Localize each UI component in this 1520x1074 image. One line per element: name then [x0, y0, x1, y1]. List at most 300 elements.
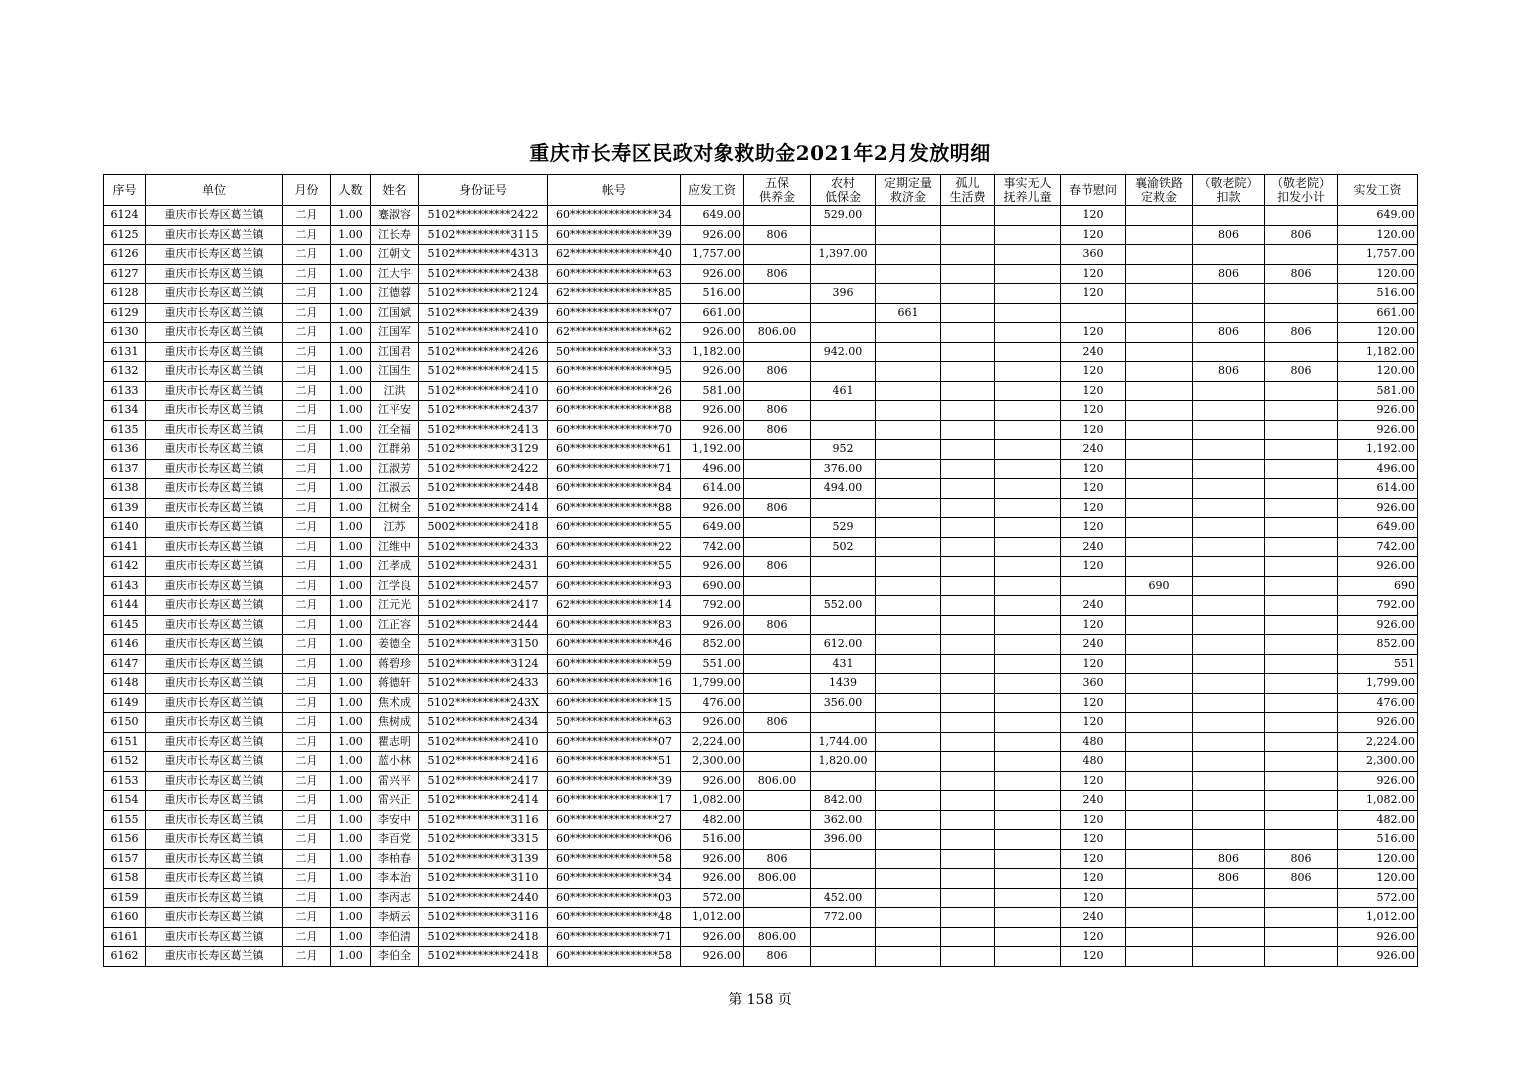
table-cell: 二月: [283, 284, 331, 304]
table-cell: 806: [1265, 323, 1338, 343]
table-cell: 二月: [283, 596, 331, 616]
table-cell: [1126, 420, 1193, 440]
table-cell: 1,192.00: [1338, 440, 1418, 460]
table-cell: [744, 245, 811, 265]
table-cell: 120: [1061, 284, 1126, 304]
table-cell: 江维中: [371, 537, 419, 557]
table-cell: 1.00: [331, 869, 371, 889]
table-cell: 120: [1061, 323, 1126, 343]
table-cell: [1193, 693, 1265, 713]
table-cell: [941, 927, 995, 947]
table-cell: [744, 381, 811, 401]
table-cell: [1126, 264, 1193, 284]
table-row: [104, 381, 1418, 401]
table-cell: 6155: [104, 810, 146, 830]
table-cell: 二月: [283, 791, 331, 811]
table-cell: [1265, 810, 1338, 830]
table-cell: 5102**********2410: [419, 323, 548, 343]
table-cell: 1,012.00: [681, 908, 744, 928]
table-row: [104, 596, 1418, 616]
table-cell: [941, 693, 995, 713]
table-cell: [1126, 654, 1193, 674]
table-cell: [995, 791, 1061, 811]
table-cell: 60****************71: [548, 459, 681, 479]
table-cell: 480: [1061, 732, 1126, 752]
table-cell: 重庆市长寿区葛兰镇: [146, 615, 283, 635]
table-cell: [1126, 245, 1193, 265]
table-cell: 240: [1061, 440, 1126, 460]
table-cell: [995, 264, 1061, 284]
table-cell: 120: [1061, 713, 1126, 733]
table-cell: 二月: [283, 225, 331, 245]
table-cell: [744, 596, 811, 616]
table-cell: 120: [1061, 381, 1126, 401]
table-cell: 2,224.00: [1338, 732, 1418, 752]
table-cell: 江国君: [371, 342, 419, 362]
table-cell: 二月: [283, 206, 331, 226]
table-cell: [1265, 342, 1338, 362]
table-row: [104, 908, 1418, 928]
table-cell: [1193, 206, 1265, 226]
table-cell: [876, 206, 941, 226]
table-cell: [744, 518, 811, 538]
table-cell: 926.00: [1338, 927, 1418, 947]
table-cell: 50****************63: [548, 713, 681, 733]
table-cell: [1126, 459, 1193, 479]
table-cell: [1126, 771, 1193, 791]
table-cell: [1126, 342, 1193, 362]
table-cell: [876, 927, 941, 947]
table-cell: 重庆市长寿区葛兰镇: [146, 771, 283, 791]
relief-payment-table: [103, 174, 1418, 967]
table-cell: [1193, 810, 1265, 830]
table-cell: [1193, 576, 1265, 596]
table-cell: 376.00: [811, 459, 876, 479]
table-cell: 5102**********2434: [419, 713, 548, 733]
table-cell: 蒋德轩: [371, 674, 419, 694]
table-cell: [811, 771, 876, 791]
table-cell: 661.00: [1338, 303, 1418, 323]
table-cell: 1.00: [331, 284, 371, 304]
table-cell: 690: [1338, 576, 1418, 596]
table-row: [104, 323, 1418, 343]
table-cell: [1265, 830, 1338, 850]
table-cell: [744, 342, 811, 362]
table-cell: 5102**********2414: [419, 498, 548, 518]
table-cell: 551.00: [681, 654, 744, 674]
table-cell: 60****************95: [548, 362, 681, 382]
table-cell: [995, 849, 1061, 869]
table-cell: 649.00: [681, 206, 744, 226]
table-cell: 60****************03: [548, 888, 681, 908]
table-cell: [876, 537, 941, 557]
table-cell: 江洪: [371, 381, 419, 401]
table-cell: 重庆市长寿区葛兰镇: [146, 323, 283, 343]
table-row: [104, 206, 1418, 226]
table-cell: 焦树成: [371, 713, 419, 733]
table-cell: 120: [1061, 771, 1126, 791]
table-cell: [811, 927, 876, 947]
table-cell: 江孝成: [371, 557, 419, 577]
table-cell: 6144: [104, 596, 146, 616]
table-cell: 649.00: [1338, 518, 1418, 538]
table-cell: [1126, 830, 1193, 850]
table-row: [104, 752, 1418, 772]
table-cell: 661.00: [681, 303, 744, 323]
table-cell: [1193, 245, 1265, 265]
table-cell: 120: [1061, 459, 1126, 479]
table-cell: 926.00: [1338, 557, 1418, 577]
table-cell: [1265, 752, 1338, 772]
table-cell: 742.00: [1338, 537, 1418, 557]
table-cell: [1126, 713, 1193, 733]
table-cell: 62****************85: [548, 284, 681, 304]
table-cell: 649.00: [1338, 206, 1418, 226]
table-cell: [941, 888, 995, 908]
table-row: [104, 498, 1418, 518]
table-cell: [1265, 284, 1338, 304]
table-cell: [1265, 888, 1338, 908]
table-cell: [876, 908, 941, 928]
table-cell: [995, 342, 1061, 362]
column-header: 单位: [146, 175, 283, 206]
column-header: 月份: [283, 175, 331, 206]
table-cell: 5102**********2433: [419, 537, 548, 557]
table-cell: 926.00: [681, 869, 744, 889]
table-cell: 1,182.00: [1338, 342, 1418, 362]
table-cell: 重庆市长寿区葛兰镇: [146, 947, 283, 967]
table-cell: [941, 810, 995, 830]
table-cell: 1.00: [331, 362, 371, 382]
table-cell: [744, 732, 811, 752]
table-cell: 494.00: [811, 479, 876, 499]
table-cell: 二月: [283, 479, 331, 499]
table-cell: 6141: [104, 537, 146, 557]
table-cell: [1193, 537, 1265, 557]
table-cell: 6129: [104, 303, 146, 323]
table-cell: 842.00: [811, 791, 876, 811]
table-cell: 江树全: [371, 498, 419, 518]
table-cell: [941, 576, 995, 596]
table-cell: [941, 771, 995, 791]
table-cell: 552.00: [811, 596, 876, 616]
table-cell: [1193, 888, 1265, 908]
table-cell: 806: [744, 849, 811, 869]
table-cell: 二月: [283, 908, 331, 928]
table-cell: [941, 479, 995, 499]
table-cell: 516.00: [681, 284, 744, 304]
table-cell: [1126, 674, 1193, 694]
table-cell: [1126, 323, 1193, 343]
table-row: [104, 342, 1418, 362]
table-cell: 二月: [283, 381, 331, 401]
table-cell: [941, 537, 995, 557]
table-cell: 852.00: [681, 635, 744, 655]
table-cell: 二月: [283, 713, 331, 733]
table-cell: 李本治: [371, 869, 419, 889]
table-cell: 60****************34: [548, 206, 681, 226]
table-cell: [1126, 206, 1193, 226]
table-cell: 362.00: [811, 810, 876, 830]
table-cell: 蒋碧珍: [371, 654, 419, 674]
table-cell: 6153: [104, 771, 146, 791]
table-cell: 6152: [104, 752, 146, 772]
table-cell: [1126, 537, 1193, 557]
table-cell: [876, 810, 941, 830]
table-cell: [811, 557, 876, 577]
table-cell: 重庆市长寿区葛兰镇: [146, 518, 283, 538]
table-cell: [1265, 206, 1338, 226]
table-cell: [995, 947, 1061, 967]
table-cell: [876, 459, 941, 479]
table-cell: [744, 440, 811, 460]
table-cell: 重庆市长寿区葛兰镇: [146, 732, 283, 752]
table-cell: 806: [1265, 362, 1338, 382]
table-cell: [1265, 693, 1338, 713]
table-cell: [876, 576, 941, 596]
table-cell: [1265, 635, 1338, 655]
table-cell: [876, 888, 941, 908]
table-cell: [1193, 732, 1265, 752]
table-cell: [995, 869, 1061, 889]
table-cell: [1126, 849, 1193, 869]
table-cell: [811, 303, 876, 323]
table-cell: 1.00: [331, 225, 371, 245]
table-cell: 1.00: [331, 732, 371, 752]
table-cell: 690.00: [681, 576, 744, 596]
table-cell: 5102**********3139: [419, 849, 548, 869]
table-row: [104, 771, 1418, 791]
table-cell: 重庆市长寿区葛兰镇: [146, 635, 283, 655]
table-cell: 581.00: [681, 381, 744, 401]
table-cell: 5102**********2431: [419, 557, 548, 577]
table-cell: [1193, 791, 1265, 811]
table-cell: 6124: [104, 206, 146, 226]
table-cell: 焦术成: [371, 693, 419, 713]
table-cell: 6151: [104, 732, 146, 752]
table-cell: [995, 323, 1061, 343]
table-cell: [995, 245, 1061, 265]
table-cell: 240: [1061, 791, 1126, 811]
table-cell: 806: [744, 947, 811, 967]
table-cell: 6154: [104, 791, 146, 811]
table-cell: 5102**********2417: [419, 771, 548, 791]
table-cell: 60****************59: [548, 654, 681, 674]
table-cell: 重庆市长寿区葛兰镇: [146, 713, 283, 733]
table-cell: 806: [1265, 264, 1338, 284]
table-cell: 60****************93: [548, 576, 681, 596]
table-cell: 60****************55: [548, 518, 681, 538]
column-header: 孤儿 生活费: [941, 175, 995, 206]
table-cell: 482.00: [681, 810, 744, 830]
table-cell: 1.00: [331, 674, 371, 694]
table-cell: [1126, 284, 1193, 304]
table-cell: [876, 401, 941, 421]
table-cell: 120: [1061, 693, 1126, 713]
table-cell: 806: [744, 615, 811, 635]
table-cell: [811, 576, 876, 596]
table-cell: [811, 362, 876, 382]
table-cell: 806: [744, 557, 811, 577]
table-cell: 1.00: [331, 576, 371, 596]
table-row: [104, 459, 1418, 479]
table-cell: [876, 654, 941, 674]
column-header: 事实无人 抚养儿童: [995, 175, 1061, 206]
table-cell: [811, 401, 876, 421]
table-cell: 5102**********2444: [419, 615, 548, 635]
table-cell: 360: [1061, 674, 1126, 694]
table-cell: 1.00: [331, 479, 371, 499]
table-cell: 江淑芳: [371, 459, 419, 479]
table-cell: [995, 225, 1061, 245]
table-cell: [941, 947, 995, 967]
table-cell: 1,799.00: [1338, 674, 1418, 694]
table-cell: 重庆市长寿区葛兰镇: [146, 674, 283, 694]
table-cell: 6161: [104, 927, 146, 947]
table-cell: 5102**********2410: [419, 732, 548, 752]
table-cell: 李安中: [371, 810, 419, 830]
column-header: （敬老院） 扣发小计: [1265, 175, 1338, 206]
table-cell: [1193, 654, 1265, 674]
table-cell: 1,082.00: [681, 791, 744, 811]
table-cell: [811, 947, 876, 967]
table-cell: 120: [1061, 420, 1126, 440]
table-cell: [1193, 459, 1265, 479]
table-cell: [1265, 479, 1338, 499]
table-cell: [995, 576, 1061, 596]
table-cell: 60****************83: [548, 615, 681, 635]
table-cell: 120: [1061, 947, 1126, 967]
table-cell: [995, 908, 1061, 928]
table-cell: [1193, 830, 1265, 850]
table-cell: [1193, 420, 1265, 440]
table-cell: [1193, 635, 1265, 655]
table-row: [104, 869, 1418, 889]
table-cell: 重庆市长寿区葛兰镇: [146, 596, 283, 616]
table-cell: 120: [1061, 518, 1126, 538]
table-cell: 742.00: [681, 537, 744, 557]
table-cell: 60****************55: [548, 557, 681, 577]
table-cell: [1193, 342, 1265, 362]
table-cell: 926.00: [681, 849, 744, 869]
table-cell: [941, 557, 995, 577]
table-cell: 60****************58: [548, 947, 681, 967]
table-cell: 1.00: [331, 381, 371, 401]
table-cell: 60****************27: [548, 810, 681, 830]
table-cell: 二月: [283, 615, 331, 635]
table-cell: 重庆市长寿区葛兰镇: [146, 362, 283, 382]
table-row: [104, 420, 1418, 440]
table-cell: 5102**********3129: [419, 440, 548, 460]
table-cell: 60****************70: [548, 420, 681, 440]
table-cell: [1193, 752, 1265, 772]
table-cell: 1.00: [331, 693, 371, 713]
table-cell: 重庆市长寿区葛兰镇: [146, 225, 283, 245]
table-cell: [995, 693, 1061, 713]
table-cell: [744, 479, 811, 499]
table-cell: 806: [744, 401, 811, 421]
table-row: [104, 693, 1418, 713]
table-cell: [941, 362, 995, 382]
table-cell: [1193, 713, 1265, 733]
table-cell: [1193, 518, 1265, 538]
column-header: 襄渝铁路 定救金: [1126, 175, 1193, 206]
table-cell: 240: [1061, 635, 1126, 655]
table-cell: 806: [744, 420, 811, 440]
table-cell: [1193, 498, 1265, 518]
table-cell: [744, 693, 811, 713]
table-cell: 重庆市长寿区葛兰镇: [146, 284, 283, 304]
table-cell: [1265, 927, 1338, 947]
column-header: 姓名: [371, 175, 419, 206]
table-row: [104, 674, 1418, 694]
table-cell: 60****************34: [548, 869, 681, 889]
table-cell: 6143: [104, 576, 146, 596]
table-cell: 240: [1061, 596, 1126, 616]
table-cell: 6139: [104, 498, 146, 518]
table-cell: 926.00: [681, 323, 744, 343]
table-cell: 5102**********3115: [419, 225, 548, 245]
table-cell: [1193, 947, 1265, 967]
table-cell: 120: [1061, 849, 1126, 869]
table-cell: 120.00: [1338, 323, 1418, 343]
table-cell: [876, 362, 941, 382]
table-cell: [1265, 537, 1338, 557]
table-row: [104, 557, 1418, 577]
table-cell: [744, 810, 811, 830]
column-header: 序号: [104, 175, 146, 206]
table-row: [104, 947, 1418, 967]
table-cell: [744, 752, 811, 772]
table-cell: 1.00: [331, 908, 371, 928]
table-cell: [876, 284, 941, 304]
table-cell: 5102**********2410: [419, 381, 548, 401]
table-cell: 806: [744, 713, 811, 733]
table-cell: [995, 420, 1061, 440]
table-cell: 120: [1061, 362, 1126, 382]
table-row: [104, 479, 1418, 499]
table-cell: 二月: [283, 732, 331, 752]
table-cell: [995, 206, 1061, 226]
table-cell: 重庆市长寿区葛兰镇: [146, 693, 283, 713]
table-cell: 5102**********2422: [419, 459, 548, 479]
table-cell: [1265, 791, 1338, 811]
table-cell: 5102**********2457: [419, 576, 548, 596]
table-cell: [995, 830, 1061, 850]
table-cell: 772.00: [811, 908, 876, 928]
table-cell: 60****************26: [548, 381, 681, 401]
table-cell: 二月: [283, 440, 331, 460]
table-cell: 李伯清: [371, 927, 419, 947]
table-cell: 60****************39: [548, 225, 681, 245]
table-row: [104, 713, 1418, 733]
table-cell: [995, 362, 1061, 382]
table-cell: 516.00: [681, 830, 744, 850]
table-cell: 240: [1061, 342, 1126, 362]
table-cell: [1126, 947, 1193, 967]
table-cell: [1126, 927, 1193, 947]
table-cell: [995, 713, 1061, 733]
table-cell: 120.00: [1338, 362, 1418, 382]
column-header: 定期定量 救济金: [876, 175, 941, 206]
table-cell: [941, 752, 995, 772]
table-cell: 60****************61: [548, 440, 681, 460]
table-cell: 二月: [283, 693, 331, 713]
table-cell: 江大宇: [371, 264, 419, 284]
table-cell: 李丙志: [371, 888, 419, 908]
table-cell: 二月: [283, 342, 331, 362]
table-cell: [941, 284, 995, 304]
